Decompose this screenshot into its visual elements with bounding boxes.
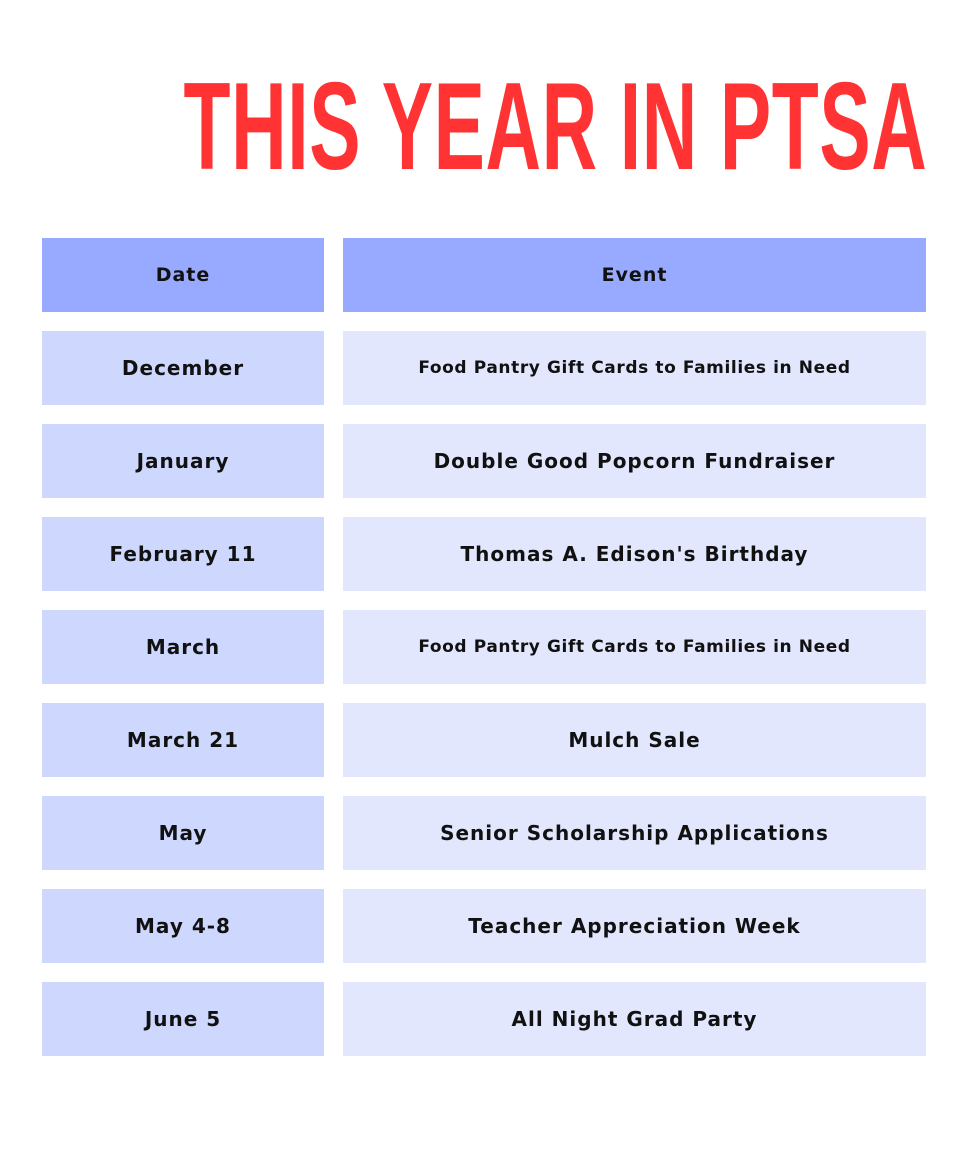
table-row-date: June 5 [42,982,324,1056]
table-row-event: Senior Scholarship Applications [343,796,926,870]
table-row-event: Food Pantry Gift Cards to Families in Need [343,331,926,405]
table-row-event: Thomas A. Edison's Birthday [343,517,926,591]
table-row-date: February 11 [42,517,324,591]
page-title: THIS YEAR IN PTSA [183,58,928,196]
table-row-date: March 21 [42,703,324,777]
table-row-date: May [42,796,324,870]
table-row-event: Mulch Sale [343,703,926,777]
table-row-event: Teacher Appreciation Week [343,889,926,963]
table-row-event: Food Pantry Gift Cards to Families in Need [343,610,926,684]
table-row-date: December [42,331,324,405]
table-row-date: March [42,610,324,684]
table-row-date: January [42,424,324,498]
date-column-header: Date [42,238,324,312]
table-row-event: All Night Grad Party [343,982,926,1056]
event-column-header: Event [343,238,926,312]
table-row-date: May 4-8 [42,889,324,963]
table-row-event: Double Good Popcorn Fundraiser [343,424,926,498]
